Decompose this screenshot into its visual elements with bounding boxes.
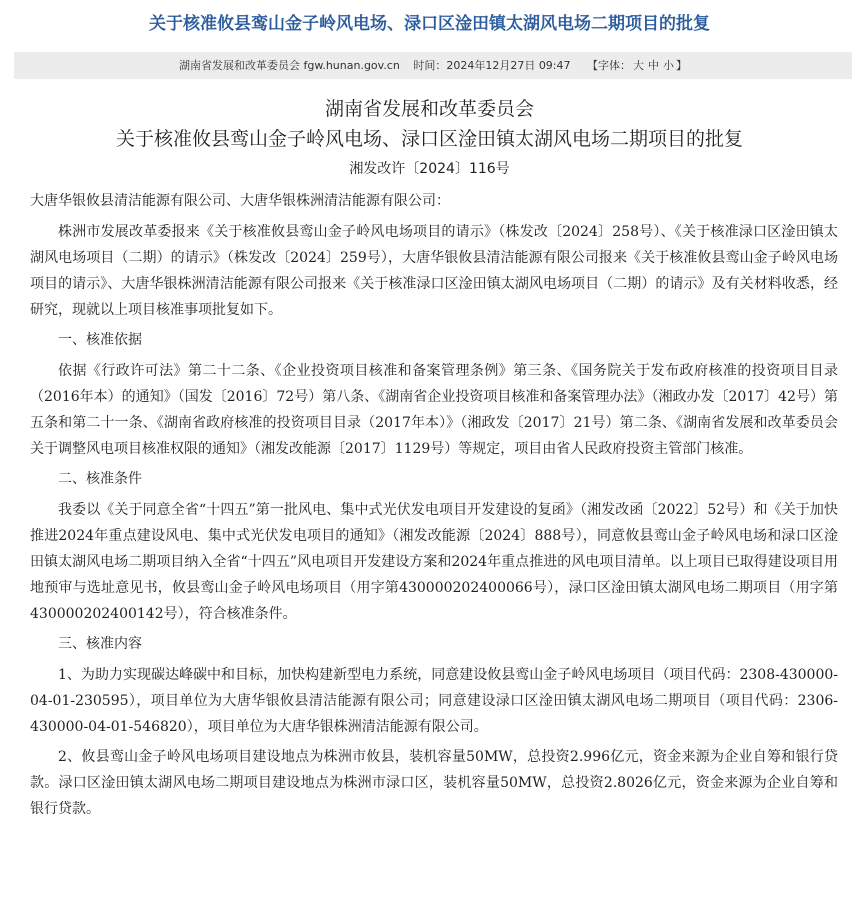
paragraph: 我委以《关于同意全省“十四五”第一批风电、集中式光伏发电项目开发建设的复函》（湘发改函〔2022〕52号）和《关于加快推进2024年重点建设风电、集中式光伏发电项目的通知》（湘发改能源〔2024〕888号），同意攸县鸾山金子岭风电场和渌口区淦田镇太湖风电场二期项目纳入全省“十四五”风电项目开发建设方案和2024年重点推进的风电项目清单。以上项目已取得建设项目用地预审与选址意见书，攸县鸾山金子岭风电场项目（用字第430000202400066号），渌口区淦田镇太湖风电场二期项目（用字第430000202400142号），符合核准条件。	[30, 501, 838, 622]
document-title: 关于核准攸县鸾山金子岭风电场、渌口区淦田镇太湖风电场二期项目的批复	[115, 128, 743, 150]
paragraph: 1、为助力实现碳达峰碳中和目标，加快构建新型电力系统，同意建设攸县鸾山金子岭风电场项目（项目代码：2308-430000-04-01-230595），项目单位为大唐华银攸县清洁能源有限公司；同意建设渌口区淦田镇太湖风电场二期项目（项目代码：2306-430000-04-01-546820），项目单位为大唐华银株洲清洁能源有限公司。	[30, 666, 838, 735]
document-body	[30, 188, 838, 827]
font-size-label: 【字体：	[587, 59, 632, 72]
font-size-large-link[interactable]: 大	[633, 59, 645, 72]
source-label: 湖南省发展和改革委员会 fgw.hunan.gov.cn	[178, 59, 400, 72]
paragraph: 2、攸县鸾山金子岭风电场项目建设地点为株洲市攸县，装机容量50MW，总投资2.996亿元，资金来源为企业自筹和银行贷款。渌口区淦田镇太湖风电场二期项目建设地点为株洲市渌口区，装机容量50MW，总投资2.8026亿元，资金来源为企业自筹和银行贷款。	[30, 749, 838, 817]
font-size-medium-link[interactable]: 中	[648, 59, 660, 72]
font-size-small-link[interactable]: 小	[663, 59, 675, 72]
article-meta-bar	[14, 52, 852, 79]
addressee: 大唐华银攸县清洁能源有限公司、大唐华银株洲清洁能源有限公司：	[30, 193, 450, 209]
section-heading: 一、核准依据	[58, 332, 142, 348]
paragraph: 株洲市发展改革委报来《关于核准攸县鸾山金子岭风电场项目的请示》（株发改〔2024〕258号）、《关于核准渌口区淦田镇太湖风电场项目（二期）的请示》（株发改〔2024〕259号），大唐华银攸县清洁能源有限公司报来《关于核准攸县鸾山金子岭风电场项目的请示》、大唐华银株洲清洁能源有限公司报来《关于核准渌口区淦田镇太湖风电场项目（二期）的请示》及有关材料收悉，经研究，现就以上项目核准事项批复如下。	[30, 223, 838, 318]
paragraph: 依据《行政许可法》第二十二条、《企业投资项目核准和备案管理条例》第三条、《国务院关于发布政府核准的投资项目目录（2016年本）的通知》（国发〔2016〕72号）第八条、《湖南省企业投资项目核准和备案管理办法》（湘政办发〔2017〕42号）第五条和第二十一条、《湖南省政府核准的投资项目目录（2017年本）》（湘政发〔2017〕21号）第二条、《湖南省发展和改革委员会关于调整风电项目核准权限的通知》（湘发改能源〔2017〕1129号）等规定，项目由省人民政府投资主管部门核准。	[30, 362, 838, 457]
section-heading: 三、核准内容	[58, 636, 142, 652]
publish-time: 时间：2024年12月27日 09:47	[413, 59, 571, 72]
font-size-control	[587, 59, 687, 72]
document-number: 湘发改许〔2024〕116号	[349, 161, 510, 177]
issuing-organization: 湖南省发展和改革委员会	[324, 98, 534, 120]
section-heading: 二、核准条件	[58, 471, 142, 487]
font-size-bracket: 】	[676, 59, 688, 72]
page-title: 关于核准攸县鸾山金子岭风电场、渌口区淦田镇太湖风电场二期项目的批复	[149, 14, 710, 34]
